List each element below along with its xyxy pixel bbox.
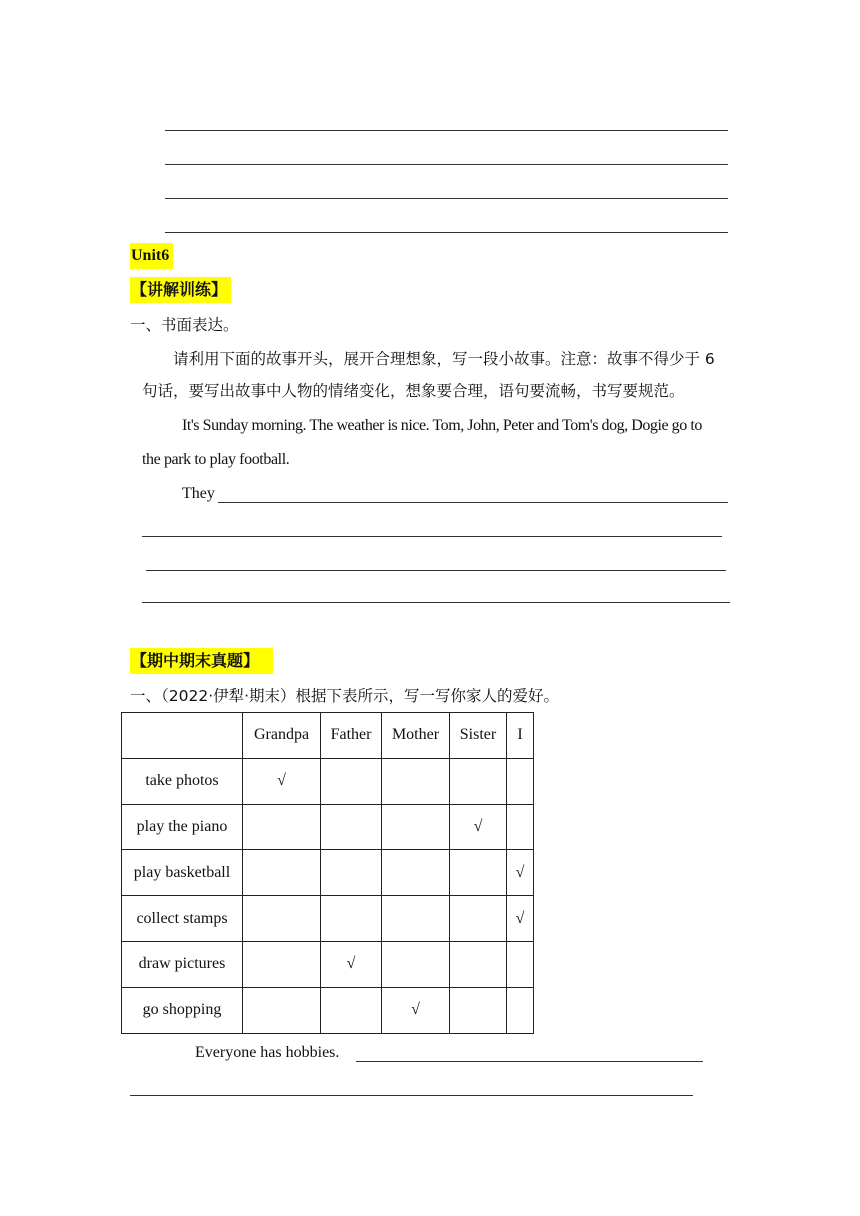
header-cell: Sister — [450, 713, 507, 759]
answer-start: Everyone has hobbies. — [195, 1044, 340, 1061]
hobby-table — [121, 712, 534, 1034]
table-row — [122, 987, 534, 1033]
check-cell — [321, 896, 382, 942]
story-start: They — [182, 485, 215, 502]
task1-heading: 一、书面表达。 — [130, 316, 239, 334]
activity-cell: go shopping — [122, 987, 243, 1033]
check-cell — [507, 758, 534, 804]
check-cell — [321, 850, 382, 896]
answer-line[interactable] — [142, 602, 730, 603]
check-cell — [450, 987, 507, 1033]
check-cell: √ — [507, 896, 534, 942]
activity-cell: collect stamps — [122, 896, 243, 942]
header-cell: I — [507, 713, 534, 759]
check-cell — [507, 987, 534, 1033]
check-cell — [507, 804, 534, 850]
check-cell — [507, 941, 534, 987]
check-cell — [450, 896, 507, 942]
activity-cell: take photos — [122, 758, 243, 804]
section-exam-heading: 【期中期末真题】 — [130, 648, 273, 674]
blank-line — [165, 164, 728, 165]
check-cell — [321, 987, 382, 1033]
activity-cell: play the piano — [122, 804, 243, 850]
answer-line[interactable] — [356, 1061, 703, 1062]
check-cell — [382, 896, 450, 942]
answer-line[interactable] — [130, 1095, 693, 1096]
check-cell — [382, 804, 450, 850]
table-row — [122, 896, 534, 942]
check-cell: √ — [507, 850, 534, 896]
answer-line[interactable] — [146, 570, 726, 571]
story-line1: It's Sunday morning. The weather is nice. Tom, John, Peter and Tom's dog, Dogie go to — [182, 417, 702, 434]
header-cell: Father — [321, 713, 382, 759]
check-cell — [450, 941, 507, 987]
check-cell — [321, 758, 382, 804]
blank-line — [165, 198, 728, 199]
section-training-heading: 【讲解训练】 — [130, 277, 231, 303]
header-cell: Grandpa — [243, 713, 321, 759]
header-cell: Mother — [382, 713, 450, 759]
blank-line — [165, 130, 728, 131]
table-row — [122, 758, 534, 804]
check-cell: √ — [321, 941, 382, 987]
check-cell — [321, 804, 382, 850]
check-cell: √ — [450, 804, 507, 850]
story-line2: the park to play football. — [142, 451, 290, 468]
check-cell: √ — [382, 987, 450, 1033]
table-row — [122, 941, 534, 987]
check-cell — [243, 850, 321, 896]
check-cell — [382, 758, 450, 804]
activity-cell: play basketball — [122, 850, 243, 896]
check-cell — [382, 941, 450, 987]
check-cell — [243, 804, 321, 850]
check-cell — [243, 896, 321, 942]
check-cell — [382, 850, 450, 896]
check-cell — [450, 758, 507, 804]
unit-title: Unit6 — [130, 243, 173, 269]
check-cell — [243, 941, 321, 987]
task1-instruction-line2: 句话，要写出故事中人物的情绪变化，想象要合理，语句要流畅，书写要规范。 — [142, 382, 685, 400]
check-cell — [450, 850, 507, 896]
check-cell — [243, 987, 321, 1033]
blank-line — [165, 232, 728, 233]
check-cell: √ — [243, 758, 321, 804]
answer-line[interactable] — [218, 502, 728, 503]
header-cell — [122, 713, 243, 759]
table-header-row — [122, 713, 534, 759]
activity-cell: draw pictures — [122, 941, 243, 987]
task1-instruction-line1: 请利用下面的故事开头，展开合理想象，写一段小故事。注意：故事不得少于 6 — [173, 350, 715, 368]
task2-heading: 一、（2022·伊犁·期末）根据下表所示，写一写你家人的爱好。 — [130, 687, 560, 705]
table-row — [122, 850, 534, 896]
answer-line[interactable] — [142, 536, 722, 537]
table-row — [122, 804, 534, 850]
